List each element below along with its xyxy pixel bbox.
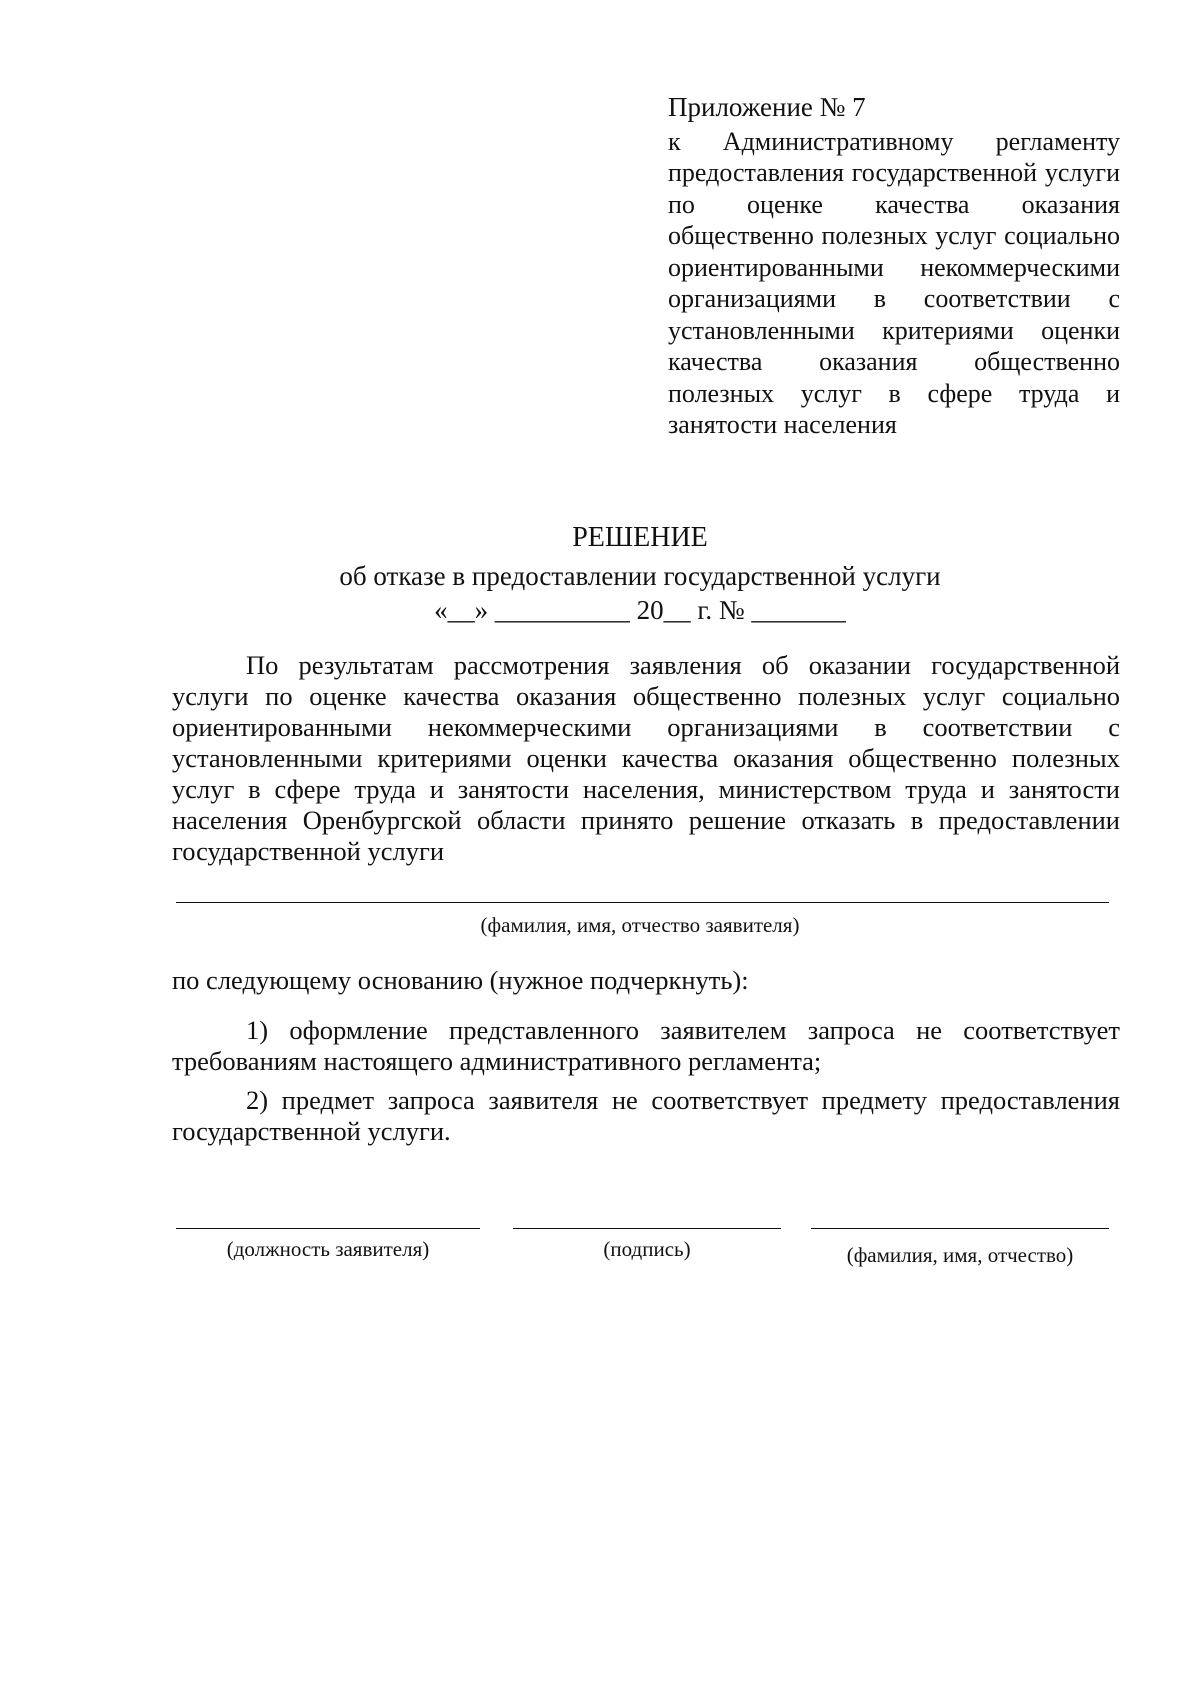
applicant-name-line [176,902,1109,903]
full-name-line [811,1228,1109,1229]
signature-caption: (подпись) [603,1237,691,1261]
refusal-basis-intro: по следующему основанию (нужное подчеркнуть): [172,965,749,995]
full-name-caption: (фамилия, имя, отчество) [846,1243,1074,1267]
applicant-name-caption: (фамилия, имя, отчество заявителя) [480,913,800,937]
appendix-block [668,92,1120,441]
decision-title: РЕШЕНИЕ [572,522,708,553]
appendix-text: к Административному регламенту предоставления государственной услуги по оценке качества оказания общественно полезных услуг социально ориентированными некоммерческими организациями в соответствии с установленными критериями оценки качества оказания общественно полезных услуг в сфере труда и занятости населения [668,126,1120,439]
refusal-reason-2: 2) предмет запроса заявителя не соответствует предмету предоставления государственной услуги. [172,1085,1120,1146]
position-caption: (должность заявителя) [226,1237,430,1261]
signature-line [513,1228,781,1229]
appendix-title: Приложение № 7 [668,92,866,122]
decision-date-number-line: «__» __________ 20__ г. № _______ [434,595,846,625]
decision-subtitle: об отказе в предоставлении государственной услуги [339,561,941,591]
refusal-reason-1: 1) оформление представленного заявителем запроса не соответствует требованиям настоящего административного регламента; [172,1015,1120,1076]
decision-body-paragraph: По результатам рассмотрения заявления об оказании государственной услуги по оценке качества оказания общественно полезных услуг социально ориентированными некоммерческими организациями в соответствии с установленными критериями оценки качества оказания общественно полезных услуг в сфере труда и занятости населения, министерством труда и занятости населения Оренбургской области принято решение отказать в предоставлении государственной услуги [172,650,1120,866]
position-line [176,1228,480,1229]
